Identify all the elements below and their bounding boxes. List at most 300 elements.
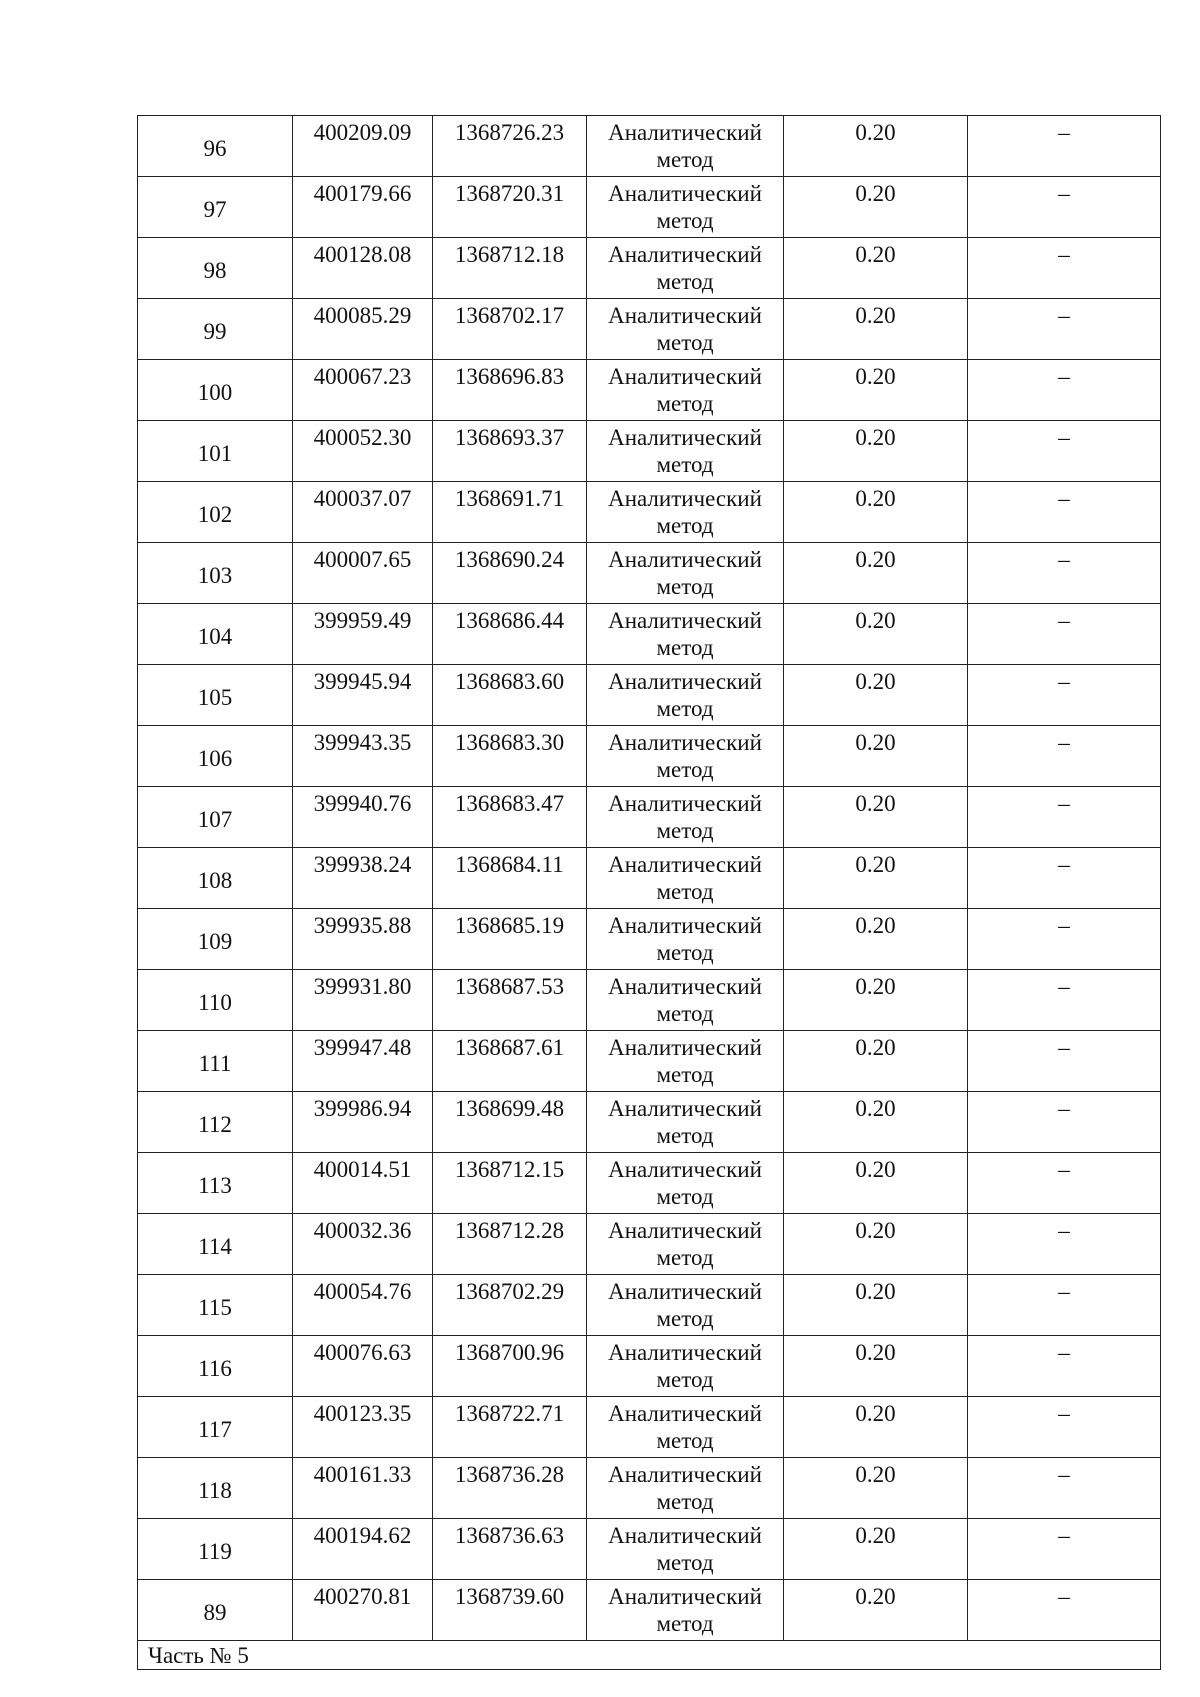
description-value: –: [1058, 791, 1070, 816]
x-coordinate-cell: [293, 1214, 433, 1275]
x-coordinate: 399931.80: [313, 974, 412, 999]
description-cell: [968, 1458, 1161, 1519]
point-number: 108: [197, 867, 233, 893]
x-coordinate-cell: [293, 177, 433, 238]
x-coordinate-cell: [293, 1580, 433, 1641]
method-line2: метод: [656, 1245, 714, 1270]
point-number-cell: [138, 1397, 293, 1458]
y-coordinate: 1368702.29: [454, 1279, 565, 1304]
accuracy-value: 0.20: [855, 547, 896, 572]
y-coordinate-cell: [433, 665, 587, 726]
accuracy-cell: [784, 1275, 968, 1336]
description-value: –: [1058, 1035, 1070, 1060]
method-line1: Аналитический: [608, 1157, 762, 1182]
accuracy-value: 0.20: [855, 730, 896, 755]
method-cell: [587, 1031, 784, 1092]
table-row: [138, 116, 1161, 177]
table-row: [138, 1580, 1161, 1641]
y-coordinate: 1368712.28: [454, 1218, 565, 1243]
point-number: 115: [198, 1294, 232, 1320]
description-cell: [968, 299, 1161, 360]
table-row: [138, 1153, 1161, 1214]
x-coordinate: 400123.35: [313, 1401, 412, 1426]
description-value: –: [1058, 1096, 1070, 1121]
method-line2: метод: [656, 208, 714, 233]
accuracy-cell: [784, 238, 968, 299]
method-cell: [587, 177, 784, 238]
description-cell: [968, 1031, 1161, 1092]
y-coordinate-cell: [433, 482, 587, 543]
accuracy-cell: [784, 1580, 968, 1641]
point-number-cell: [138, 1153, 293, 1214]
accuracy-cell: [784, 543, 968, 604]
table-row: [138, 360, 1161, 421]
accuracy-cell: [784, 1458, 968, 1519]
point-number-cell: [138, 238, 293, 299]
method-line1: Аналитический: [608, 974, 762, 999]
accuracy-cell: [784, 909, 968, 970]
point-number: 110: [198, 989, 232, 1015]
accuracy-cell: [784, 1153, 968, 1214]
description-cell: [968, 1092, 1161, 1153]
table-row: [138, 238, 1161, 299]
description-value: –: [1058, 974, 1070, 999]
table-row: [138, 1397, 1161, 1458]
method-line2: метод: [656, 574, 714, 599]
x-coordinate: 400085.29: [313, 303, 412, 328]
y-coordinate: 1368687.53: [454, 974, 565, 999]
point-number: 96: [203, 135, 227, 161]
x-coordinate-cell: [293, 543, 433, 604]
method-line1: Аналитический: [608, 425, 762, 450]
point-number-cell: [138, 1031, 293, 1092]
x-coordinate-cell: [293, 1336, 433, 1397]
accuracy-value: 0.20: [855, 120, 896, 145]
y-coordinate-cell: [433, 1214, 587, 1275]
accuracy-cell: [784, 421, 968, 482]
method-cell: [587, 421, 784, 482]
x-coordinate: 400014.51: [313, 1157, 412, 1182]
description-value: –: [1058, 1401, 1070, 1426]
method-cell: [587, 1336, 784, 1397]
table-footer-row: [138, 1641, 1161, 1670]
method-cell: [587, 299, 784, 360]
point-number-cell: [138, 1580, 293, 1641]
accuracy-cell: [784, 299, 968, 360]
description-value: –: [1058, 425, 1070, 450]
table-row: [138, 1031, 1161, 1092]
description-value: –: [1058, 608, 1070, 633]
description-cell: [968, 1580, 1161, 1641]
y-coordinate-cell: [433, 909, 587, 970]
method-line1: Аналитический: [608, 1279, 762, 1304]
y-coordinate-cell: [433, 1275, 587, 1336]
method-line2: метод: [656, 1367, 714, 1392]
y-coordinate: 1368700.96: [454, 1340, 565, 1365]
point-number-cell: [138, 787, 293, 848]
point-number-cell: [138, 116, 293, 177]
x-coordinate: 399943.35: [313, 730, 412, 755]
accuracy-value: 0.20: [855, 1523, 896, 1548]
point-number-cell: [138, 1092, 293, 1153]
y-coordinate: 1368720.31: [454, 181, 565, 206]
accuracy-value: 0.20: [855, 608, 896, 633]
y-coordinate: 1368685.19: [454, 913, 565, 938]
x-coordinate: 400270.81: [313, 1584, 412, 1609]
accuracy-value: 0.20: [855, 1340, 896, 1365]
point-number-cell: [138, 360, 293, 421]
y-coordinate: 1368739.60: [454, 1584, 565, 1609]
x-coordinate-cell: [293, 1397, 433, 1458]
description-cell: [968, 360, 1161, 421]
method-line2: метод: [656, 391, 714, 416]
table-row: [138, 848, 1161, 909]
point-number-cell: [138, 421, 293, 482]
accuracy-value: 0.20: [855, 425, 896, 450]
method-cell: [587, 787, 784, 848]
y-coordinate: 1368691.71: [454, 486, 565, 511]
accuracy-cell: [784, 1336, 968, 1397]
y-coordinate: 1368736.28: [454, 1462, 565, 1487]
table-row: [138, 543, 1161, 604]
point-number: 99: [203, 318, 227, 344]
method-line1: Аналитический: [608, 1401, 762, 1426]
x-coordinate-cell: [293, 1458, 433, 1519]
accuracy-value: 0.20: [855, 1584, 896, 1609]
x-coordinate: 400032.36: [313, 1218, 412, 1243]
x-coordinate: 399986.94: [313, 1096, 412, 1121]
method-line1: Аналитический: [608, 1584, 762, 1609]
accuracy-value: 0.20: [855, 669, 896, 694]
description-value: –: [1058, 120, 1070, 145]
method-line1: Аналитический: [608, 120, 762, 145]
method-cell: [587, 1397, 784, 1458]
y-coordinate: 1368683.30: [454, 730, 565, 755]
table-row: [138, 1519, 1161, 1580]
x-coordinate-cell: [293, 1092, 433, 1153]
table-row: [138, 1214, 1161, 1275]
point-number: 117: [198, 1416, 232, 1442]
description-cell: [968, 543, 1161, 604]
accuracy-value: 0.20: [855, 974, 896, 999]
method-cell: [587, 1519, 784, 1580]
table-row: [138, 787, 1161, 848]
description-cell: [968, 604, 1161, 665]
method-line2: метод: [656, 452, 714, 477]
description-value: –: [1058, 486, 1070, 511]
y-coordinate-cell: [433, 360, 587, 421]
accuracy-cell: [784, 177, 968, 238]
x-coordinate: 399938.24: [313, 852, 412, 877]
x-coordinate-cell: [293, 1519, 433, 1580]
description-cell: [968, 909, 1161, 970]
description-value: –: [1058, 1462, 1070, 1487]
point-number: 105: [197, 684, 233, 710]
method-line1: Аналитический: [608, 608, 762, 633]
description-cell: [968, 482, 1161, 543]
accuracy-cell: [784, 116, 968, 177]
method-line2: метод: [656, 1611, 714, 1636]
x-coordinate: 400054.76: [313, 1279, 412, 1304]
accuracy-cell: [784, 604, 968, 665]
x-coordinate: 400052.30: [313, 425, 412, 450]
accuracy-value: 0.20: [855, 1401, 896, 1426]
y-coordinate: 1368684.11: [455, 852, 564, 877]
method-line2: метод: [656, 818, 714, 843]
y-coordinate: 1368699.48: [454, 1096, 565, 1121]
y-coordinate: 1368736.63: [454, 1523, 565, 1548]
y-coordinate-cell: [433, 1397, 587, 1458]
y-coordinate-cell: [433, 1153, 587, 1214]
description-cell: [968, 116, 1161, 177]
point-number-cell: [138, 848, 293, 909]
part-label: Часть № 5: [148, 1642, 249, 1668]
description-value: –: [1058, 913, 1070, 938]
accuracy-value: 0.20: [855, 1279, 896, 1304]
method-cell: [587, 848, 784, 909]
method-cell: [587, 1580, 784, 1641]
method-line2: метод: [656, 1123, 714, 1148]
y-coordinate-cell: [433, 116, 587, 177]
y-coordinate-cell: [433, 1458, 587, 1519]
method-line1: Аналитический: [608, 669, 762, 694]
method-cell: [587, 1275, 784, 1336]
method-line1: Аналитический: [608, 913, 762, 938]
point-number: 119: [198, 1538, 232, 1564]
method-line1: Аналитический: [608, 1340, 762, 1365]
method-line1: Аналитический: [608, 1462, 762, 1487]
x-coordinate-cell: [293, 421, 433, 482]
y-coordinate: 1368696.83: [454, 364, 565, 389]
point-number-cell: [138, 543, 293, 604]
method-line2: метод: [656, 757, 714, 782]
accuracy-cell: [784, 360, 968, 421]
x-coordinate-cell: [293, 726, 433, 787]
coordinates-table: [137, 115, 1161, 1670]
accuracy-cell: [784, 1397, 968, 1458]
y-coordinate-cell: [433, 1092, 587, 1153]
point-number: 97: [203, 196, 227, 222]
point-number-cell: [138, 909, 293, 970]
description-cell: [968, 1397, 1161, 1458]
x-coordinate-cell: [293, 238, 433, 299]
method-line1: Аналитический: [608, 486, 762, 511]
description-value: –: [1058, 242, 1070, 267]
accuracy-cell: [784, 848, 968, 909]
description-value: –: [1058, 1279, 1070, 1304]
description-value: –: [1058, 669, 1070, 694]
method-line2: метод: [656, 1062, 714, 1087]
accuracy-cell: [784, 1214, 968, 1275]
method-cell: [587, 543, 784, 604]
method-cell: [587, 970, 784, 1031]
accuracy-value: 0.20: [855, 913, 896, 938]
method-line1: Аналитический: [608, 852, 762, 877]
description-cell: [968, 1153, 1161, 1214]
method-line2: метод: [656, 696, 714, 721]
accuracy-value: 0.20: [855, 791, 896, 816]
y-coordinate: 1368683.60: [454, 669, 565, 694]
description-value: –: [1058, 1584, 1070, 1609]
accuracy-value: 0.20: [855, 242, 896, 267]
y-coordinate: 1368687.61: [454, 1035, 565, 1060]
table-row: [138, 1336, 1161, 1397]
method-line2: метод: [656, 879, 714, 904]
point-number-cell: [138, 1458, 293, 1519]
description-cell: [968, 1214, 1161, 1275]
x-coordinate-cell: [293, 604, 433, 665]
accuracy-value: 0.20: [855, 364, 896, 389]
method-line2: метод: [656, 1550, 714, 1575]
accuracy-value: 0.20: [855, 852, 896, 877]
x-coordinate-cell: [293, 787, 433, 848]
point-number-cell: [138, 1275, 293, 1336]
point-number: 103: [197, 562, 233, 588]
accuracy-value: 0.20: [855, 181, 896, 206]
accuracy-cell: [784, 1092, 968, 1153]
table-row: [138, 726, 1161, 787]
description-cell: [968, 787, 1161, 848]
method-cell: [587, 116, 784, 177]
y-coordinate-cell: [433, 726, 587, 787]
point-number-cell: [138, 970, 293, 1031]
point-number: 111: [198, 1050, 232, 1076]
x-coordinate: 399945.94: [313, 669, 412, 694]
method-cell: [587, 238, 784, 299]
point-number-cell: [138, 604, 293, 665]
description-value: –: [1058, 1340, 1070, 1365]
y-coordinate: 1368712.15: [454, 1157, 565, 1182]
method-line1: Аналитический: [608, 791, 762, 816]
y-coordinate: 1368683.47: [454, 791, 565, 816]
y-coordinate: 1368726.23: [454, 120, 565, 145]
point-number: 104: [197, 623, 233, 649]
description-value: –: [1058, 1157, 1070, 1182]
accuracy-value: 0.20: [855, 1157, 896, 1182]
x-coordinate: 400209.09: [313, 120, 412, 145]
point-number-cell: [138, 665, 293, 726]
method-cell: [587, 360, 784, 421]
x-coordinate-cell: [293, 665, 433, 726]
table-row: [138, 482, 1161, 543]
accuracy-cell: [784, 726, 968, 787]
y-coordinate-cell: [433, 787, 587, 848]
point-number: 112: [198, 1111, 232, 1137]
point-number: 100: [197, 379, 233, 405]
x-coordinate-cell: [293, 970, 433, 1031]
description-cell: [968, 177, 1161, 238]
y-coordinate-cell: [433, 1580, 587, 1641]
method-line2: метод: [656, 940, 714, 965]
description-value: –: [1058, 852, 1070, 877]
point-number-cell: [138, 1519, 293, 1580]
point-number: 114: [198, 1233, 232, 1259]
table-row: [138, 299, 1161, 360]
point-number-cell: [138, 1214, 293, 1275]
method-line2: метод: [656, 1306, 714, 1331]
x-coordinate: 400128.08: [313, 242, 412, 267]
y-coordinate: 1368722.71: [454, 1401, 565, 1426]
point-number: 98: [203, 257, 227, 283]
x-coordinate-cell: [293, 1275, 433, 1336]
point-number: 118: [198, 1477, 232, 1503]
x-coordinate-cell: [293, 299, 433, 360]
description-value: –: [1058, 303, 1070, 328]
method-cell: [587, 1458, 784, 1519]
method-line1: Аналитический: [608, 364, 762, 389]
x-coordinate: 400067.23: [313, 364, 412, 389]
point-number-cell: [138, 177, 293, 238]
description-cell: [968, 970, 1161, 1031]
x-coordinate-cell: [293, 482, 433, 543]
y-coordinate-cell: [433, 543, 587, 604]
point-number: 102: [197, 501, 233, 527]
x-coordinate: 399940.76: [313, 791, 412, 816]
accuracy-cell: [784, 1519, 968, 1580]
method-line2: метод: [656, 1489, 714, 1514]
x-coordinate: 399959.49: [313, 608, 412, 633]
point-number-cell: [138, 299, 293, 360]
point-number-cell: [138, 1336, 293, 1397]
point-number: 107: [197, 806, 233, 832]
description-value: –: [1058, 1523, 1070, 1548]
y-coordinate-cell: [433, 1519, 587, 1580]
description-value: –: [1058, 181, 1070, 206]
y-coordinate-cell: [433, 299, 587, 360]
method-line1: Аналитический: [608, 303, 762, 328]
y-coordinate-cell: [433, 1031, 587, 1092]
x-coordinate: 399935.88: [313, 913, 412, 938]
table-row: [138, 1092, 1161, 1153]
y-coordinate-cell: [433, 604, 587, 665]
x-coordinate: 399947.48: [313, 1035, 412, 1060]
coordinates-table-body: [138, 116, 1161, 1670]
description-cell: [968, 726, 1161, 787]
description-value: –: [1058, 547, 1070, 572]
table-row: [138, 665, 1161, 726]
part-label-cell: [138, 1641, 1161, 1670]
method-line2: метод: [656, 1184, 714, 1209]
accuracy-value: 0.20: [855, 1096, 896, 1121]
method-line2: метод: [656, 147, 714, 172]
method-cell: [587, 1092, 784, 1153]
description-cell: [968, 421, 1161, 482]
accuracy-cell: [784, 482, 968, 543]
table-row: [138, 909, 1161, 970]
y-coordinate-cell: [433, 1336, 587, 1397]
x-coordinate: 400037.07: [313, 486, 412, 511]
point-number: 116: [198, 1355, 232, 1381]
method-cell: [587, 665, 784, 726]
x-coordinate: 400179.66: [313, 181, 412, 206]
x-coordinate-cell: [293, 848, 433, 909]
accuracy-cell: [784, 787, 968, 848]
method-line1: Аналитический: [608, 1096, 762, 1121]
method-line1: Аналитический: [608, 1218, 762, 1243]
method-line1: Аналитический: [608, 547, 762, 572]
accuracy-value: 0.20: [855, 1218, 896, 1243]
y-coordinate-cell: [433, 177, 587, 238]
method-cell: [587, 1214, 784, 1275]
x-coordinate-cell: [293, 360, 433, 421]
description-cell: [968, 848, 1161, 909]
method-cell: [587, 604, 784, 665]
method-line2: метод: [656, 513, 714, 538]
y-coordinate: 1368686.44: [454, 608, 565, 633]
x-coordinate: 400194.62: [313, 1523, 412, 1548]
x-coordinate-cell: [293, 1031, 433, 1092]
description-cell: [968, 1275, 1161, 1336]
